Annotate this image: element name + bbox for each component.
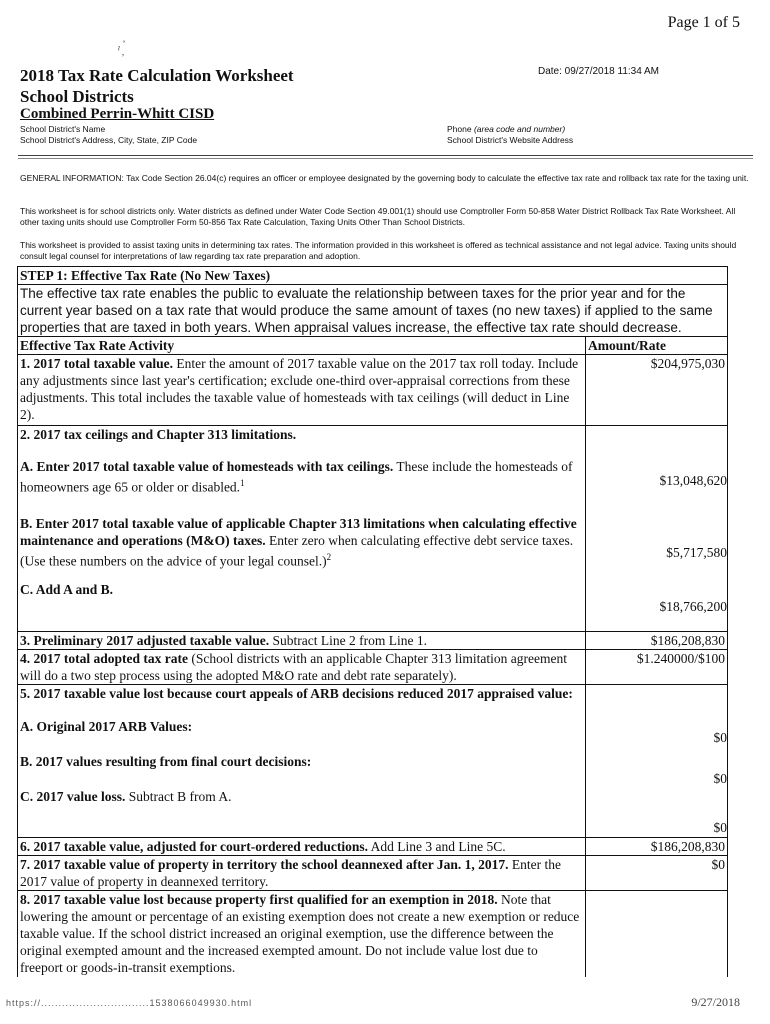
line-6-text: Add Line 3 and Line 5C. [367, 839, 506, 854]
footer-date: 9/27/2018 [691, 995, 740, 1009]
line-8-heading: 8. 2017 taxable value lost because property first qualified for an exemption in 2018. [20, 892, 498, 907]
district-labels [20, 124, 197, 146]
line-3-amount: $186,208,830 [586, 632, 728, 650]
worksheet-note: This worksheet is for school districts only. Water districts as defined under Water Code Section 49.001(1) should use Comptroller Form 50-858 Water District Rollback Tax Rate Worksheet. All other taxing units should use Comptroller Form 50-856 Tax Rate Calculation, Taxing Units Other Than School Districts. [20, 206, 736, 227]
line-1-heading: 1. 2017 total taxable value. [20, 356, 173, 371]
line-5-heading: 5. 2017 taxable value lost because court appeals of ARB decisions reduced 2017 appraised value: [20, 686, 573, 701]
phone-hint: (area code and number) [473, 124, 566, 134]
footer-url: https://...............................1538066049930.html [6, 998, 253, 1008]
line-6-heading: 6. 2017 taxable value, adjusted for court-ordered reductions. [20, 839, 368, 854]
line-5a-heading: A. Original 2017 ARB Values: [20, 719, 193, 734]
line-5a-amount: $0 [713, 730, 727, 745]
page-number: Page 1 of 5 [667, 14, 740, 31]
divider [18, 158, 753, 159]
worksheet-title [20, 65, 294, 107]
line-3-heading: 3. Preliminary 2017 adjusted taxable value. [20, 633, 270, 648]
general-information: GENERAL INFORMATION: Tax Code Section 26.04(c) requires an officer or employee designated by the governing body to calculate the effective tax rate and rollback tax rate for the taxing unit. [20, 173, 749, 183]
line-2c-heading: C. Add A and B. [20, 582, 114, 597]
title-line-1: 2018 Tax Rate Calculation Worksheet [20, 66, 294, 85]
line-4-amount: $1.240000/$100 [586, 650, 728, 685]
step-title: STEP 1: Effective Tax Rate (No New Taxes) [18, 267, 728, 285]
line-2-heading: 2. 2017 tax ceilings and Chapter 313 limitations. [20, 427, 297, 442]
worksheet-table [17, 266, 728, 977]
line-7-text: Enter the 2017 value of property in deannexed territory. [20, 857, 561, 889]
line-4-heading: 4. 2017 total adopted tax rate [20, 651, 188, 666]
table-row [18, 838, 728, 856]
title-line-2: School Districts [20, 87, 134, 106]
phone-label: Phone [447, 124, 472, 134]
line-2c-amount: $18,766,200 [659, 599, 727, 614]
table-row [18, 650, 728, 685]
table-row [18, 856, 728, 891]
divider [18, 155, 753, 156]
line-4-text: (School districts with an applicable Chapter 313 limitation agreement will do a two step process using the adopted M&O rate and debt rate separately). [20, 651, 568, 683]
line-7-heading: 7. 2017 taxable value of property in territory the school deannexed after Jan. 1, 2017. [20, 857, 509, 872]
line-2a-heading: A. Enter 2017 total taxable value of homesteads with tax ceilings. [20, 459, 394, 474]
line-2b-amount: $5,717,580 [666, 545, 727, 560]
line-5b-heading: B. 2017 values resulting from final court decisions: [20, 754, 312, 769]
assistance-note: This worksheet is provided to assist taxing units in determining tax rates. The information provided in this worksheet is offered as technical assistance and not legal advice. Taxing units should consult legal counsel for interpretations of law regarding tax rate preparation and adoption. [20, 240, 737, 261]
stray-marks: , ’ ' , [118, 39, 126, 57]
column-header-activity: Effective Tax Rate Activity [18, 337, 586, 355]
line-1-amount: $204,975,030 [586, 355, 728, 426]
footnote-1: 1 [240, 478, 245, 488]
worksheet-date: Date: 09/27/2018 11:34 AM [538, 66, 660, 77]
line-8-text: Note that lowering the amount or percentage of an existing exemption does not create a new exemption or reduce taxable value. If the school district increased an original exemption, use the difference between the original exempted amount and the increased exempted amount. Do not include value lost due to freeport or goods-in-transit exemptions. [20, 892, 580, 975]
contact-labels [447, 124, 573, 146]
line-5c-text: Subtract B from A. [125, 789, 232, 804]
footnote-2: 2 [326, 551, 332, 562]
step-description: The effective tax rate enables the public to evaluate the relationship between taxes for the prior year and for the current year based on a tax rate that would produce the same amount of taxes (no new taxes) if applied to the same properties that are taxed in both years. When appraisal values increase, the effective tax rate should decrease. [18, 285, 728, 337]
line-2b-text: Enter zero when calculating effective debt service taxes. (Use these numbers on the advice of your legal counsel.) [20, 532, 574, 568]
table-row [18, 355, 728, 426]
line-6-amount: $186,208,830 [586, 838, 728, 856]
line-2b-heading: B. Enter 2017 total taxable value of applicable Chapter 313 limitations when calculating effective maintenance and operations (M&O) taxes. [20, 515, 577, 548]
table-row [18, 632, 728, 650]
line-3-text: Subtract Line 2 from Line 1. [269, 633, 427, 648]
line-5b-amount: $0 [713, 771, 727, 786]
website-label: School District's Website Address [447, 135, 574, 145]
line-2a-amount: $13,048,620 [659, 473, 727, 488]
line-5c-amount: $0 [713, 820, 727, 835]
district-name-label: School District's Name [20, 124, 106, 134]
column-header-amount: Amount/Rate [586, 337, 728, 355]
table-row [18, 426, 728, 632]
table-row [18, 891, 728, 978]
line-2a-text: These include the homesteads of homeowners age 65 or older or disabled. [20, 459, 573, 495]
line-5c-heading: C. 2017 value loss. [20, 789, 126, 804]
table-row [18, 685, 728, 838]
line-1-text: Enter the amount of 2017 taxable value on the 2017 tax roll today. Include any adjustments since last year's certification; exclude one-third over-appraisal corrections from these adjustments. This total includes the taxable value of homesteads with tax ceilings (will deduct in Line 2). [20, 356, 579, 422]
district-address-label: School District's Address, City, State, ZIP Code [20, 135, 198, 145]
line-7-amount: $0 [586, 856, 728, 891]
district-name: Combined Perrin-Whitt CISD [20, 106, 215, 122]
